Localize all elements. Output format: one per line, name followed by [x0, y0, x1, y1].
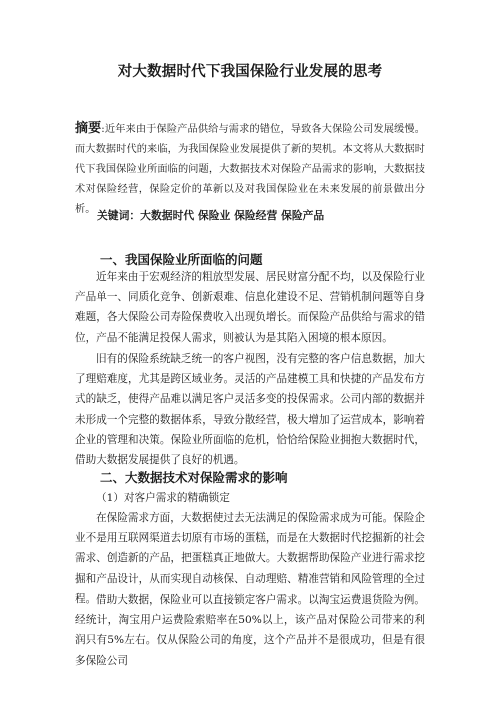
abstract-text: :近年来由于保险产品供给与需求的错位，导致各大保险公司发展缓慢。而大数据时代的来临，为我国保险业发展提供了新的契机。本文将从大数据时代下我国保险业所面临的问题，大数据技术对保险产品需求的影响，大数据技术对保险经营，保险定价的革新以及对我国保险业在未来发展的前景做出分析。 — [75, 124, 426, 215]
section-2-paragraph-2: 借助大数据，保险业可以直接锁定客户需求。以淘宝运费退货险为例。经统计，淘宝用户运费险索赔率在50%以上，该产品对保险公司带来的利润只有5%左右。仅从保险公司的角度，这个产品并不是很成功，但是有很多保险公司 — [75, 594, 425, 667]
section-1-paragraph-1: 近年来由于宏观经济的粗放型发展、居民财富分配不均，以及保险行业产品单一、同质化竞争、创新艰难、信息化建设不足、营销机制问题等自身难题，各大保险公司寿险保费收入出现负增长。而保险产品供给与需求的错位，产品不能满足投保人需求，则被认为是其陷入困境的根本原因。 — [75, 271, 425, 344]
keywords — [97, 208, 324, 223]
keywords-text: ：大数据时代 保险业 保险经营 保险产品 — [129, 209, 325, 222]
keywords-label: 关键词 — [97, 209, 130, 222]
abstract — [75, 119, 425, 220]
section-2-paragraph-1: 在保险需求方面，大数据使过去无法满足的保险需求成为可能。保险企业不是用互联网渠道去切原有市场的蛋糕，而是在大数据时代挖掘新的社会需求、创造新的产品，把蛋糕真正地做大。大数据帮助保险产业进行需求挖掘和产品设计，从而实现自动核保、自动理赔、精准营销和风险管理的全过程。 — [75, 512, 425, 605]
section-2-subheading: （1）对客户需求的精确锁定 — [96, 492, 230, 504]
section-2-heading: 二、大数据技术对保险需求的影响 — [100, 470, 288, 485]
section-1-heading: 一、我国保险业所面临的问题 — [100, 252, 263, 267]
section-1-paragraph-2: 旧有的保险系统缺乏统一的客户视图，没有完整的客户信息数据，加大了理赔难度，尤其是跨区域业务。灵活的产品建模工具和快捷的产品发布方式的缺乏，使得产品难以满足客户灵活多变的投保需求。公司内部的数据并未形成一个完整的数据体系，导致分散经营，极大增加了运营成本，影响着企业的管理和决策。保险业所面临的危机，恰恰给保险业拥抱大数据时代，借助大数据发展提供了良好的机遇。 — [75, 353, 425, 467]
document-title: 对大数据时代下我国保险行业发展的思考 — [117, 64, 383, 80]
abstract-label: 摘要 — [75, 121, 102, 136]
